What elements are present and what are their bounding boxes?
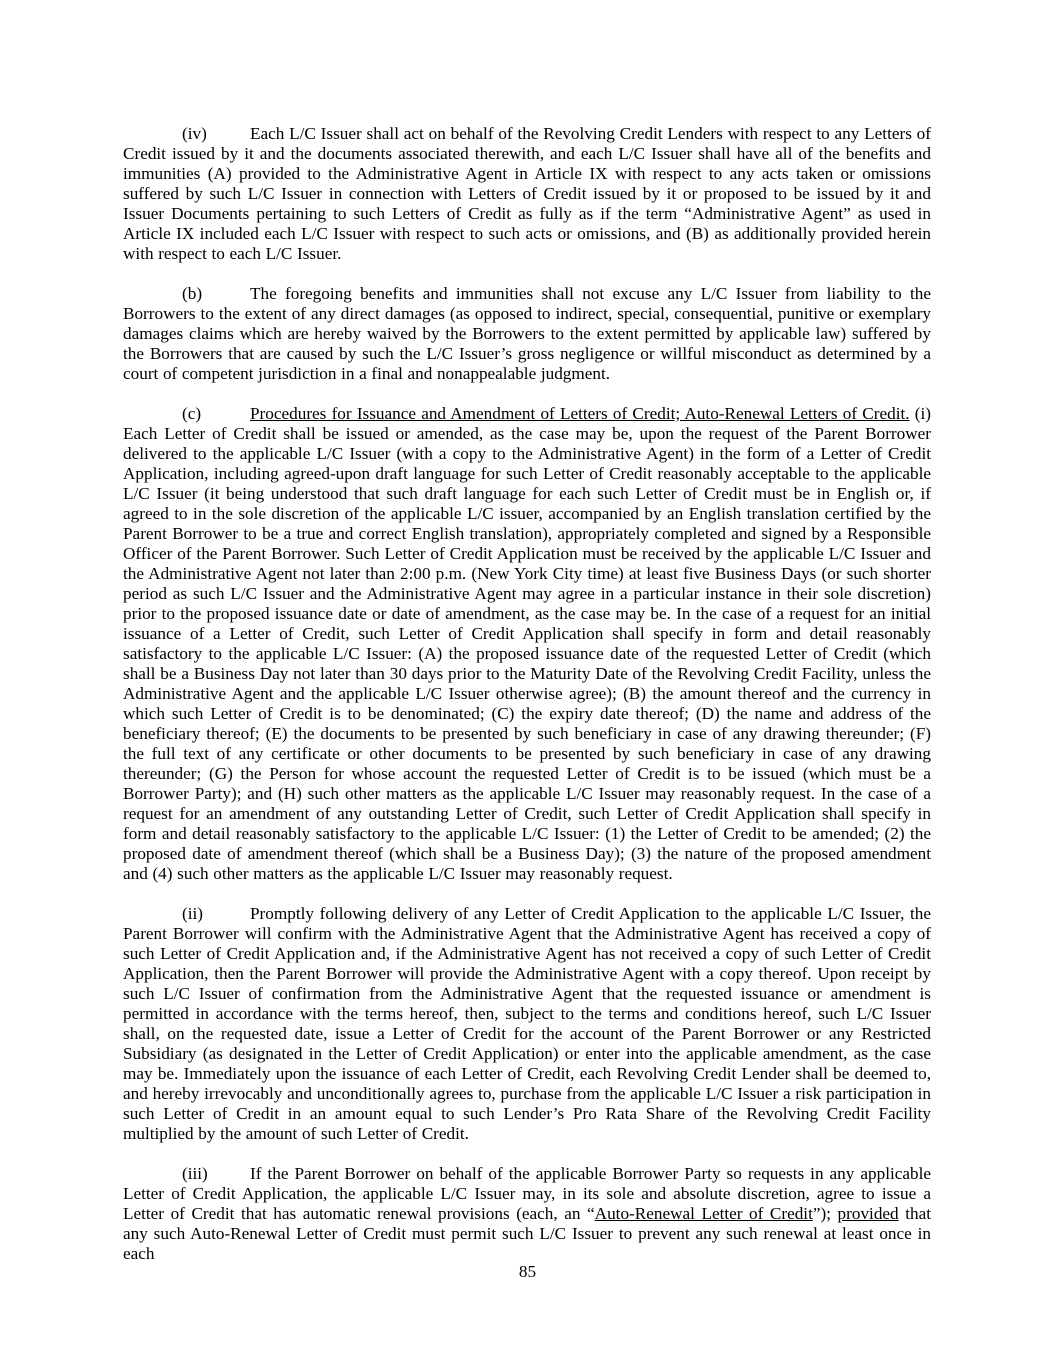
text-run: (i) Each Letter of Credit shall be issued or amended, as the case may be, upon the request of the Parent Borrower delivered to the applicable L/C Issuer (with a copy to the Administrative Agent) in the form of a Letter of Credit Application, including agreed-upon draft language for such Letter of Credit reasonably acceptable to the applicable L/C Issuer (it being understood that such draft language for each such Letter of Credit must be in English or, if agreed to in the sole discretion of the applicable L/C issuer, accompanied by an English translation certified by the Parent Borrower to be a true and correct English translation), appropriately completed and signed by a Responsible Officer of the Parent Borrower. Such Letter of Credit Application must be received by the applicable L/C Issuer and the Administrative Agent not later than 2:00 p.m. (New York City time) at least five Business Days (or such shorter period as such L/C Issuer and the Administrative Agent may agree in a particular instance in their sole discretion) prior to the proposed issuance date or date of amendment, as the case may be. In the case of a request for an initial issuance of a Letter of Credit, such Letter of Credit Application shall specify in form and detail reasonably satisfactory to the applicable L/C Issuer: (A) the proposed issuance date of the requested Letter of Credit (which shall be a Business Day not later than 30 days prior to the Maturity Date of the Revolving Credit Facility, unless the Administrative Agent and the applicable L/C Issuer otherwise agree); (B) the amount thereof and the currency in which such Letter of Credit is to be denominated; (C) the expiry date thereof; (D) the name and address of the beneficiary thereof; (E) the documents to be presented by such beneficiary in case of any drawing thereunder; (F) the full text of any certificate or other documents to be presented by such beneficiary in case of any drawing thereunder; (G) the Person for whose account the requested Letter of Credit is to be issued (which must be a Borrower Party); and (H) such other matters as the applicable L/C Issuer may reasonably request. In the case of a request for an amendment of any outstanding Letter of Credit, such Letter of Credit Application shall specify in form and detail reasonably satisfactory to the applicable L/C Issuer: (1) the Letter of Credit to be amended; (2) the proposed date of amendment thereof (which shall be a Business Day); (3) the nature of the proposed amendment and (4) such other matters as the applicable L/C Issuer may reasonably request. bbox=[123, 404, 931, 883]
paragraph-label-text: (iii) bbox=[182, 1164, 208, 1183]
text-run: Each L/C Issuer shall act on behalf of the Revolving Credit Lenders with respect to any Letters of Credit issued by it and the documents associated therewith, and each L/C Issuer shall have all of the benefits and immunities (A) provided to the Administrative Agent in Article IX with respect to any acts taken or omissions suffered by such L/C Issuer in connection with Letters of Credit issued by it or proposed to be issued by it and Issuer Documents pertaining to such Letters of Credit as fully as if the term “Administrative Agent” as used in Article IX included each L/C Issuer with respect to such acts or omissions, and (B) as additionally provided herein with respect to each L/C Issuer. bbox=[123, 124, 931, 263]
underlined-text-run: Procedures for Issuance and Amendment of Letters of Credit; Auto-Renewal Letters of Credit. bbox=[250, 404, 910, 423]
paragraph-b bbox=[123, 284, 931, 384]
paragraph-label bbox=[123, 284, 250, 304]
paragraph-iv bbox=[123, 124, 931, 264]
paragraph-c bbox=[123, 404, 931, 884]
paragraph-label-text: (ii) bbox=[182, 904, 203, 923]
underlined-text-run: provided bbox=[837, 1204, 899, 1223]
paragraph-label-text: (b) bbox=[182, 284, 203, 303]
paragraph-label bbox=[123, 124, 250, 144]
text-run: The foregoing benefits and immunities shall not excuse any L/C Issuer from liability to the Borrowers to the extent of any direct damages (as opposed to indirect, special, consequential, punitive or exemplary damages claims which are hereby waived by the Borrowers to the extent permitted by applicable law) suffered by the Borrowers that are caused by such the L/C Issuer’s gross negligence or willful misconduct as determined by a court of competent jurisdiction in a final and nonappealable judgment. bbox=[123, 284, 931, 383]
underlined-text-run: Auto-Renewal Letter of Credit bbox=[594, 1204, 813, 1223]
text-run: ”); bbox=[812, 1204, 838, 1223]
document-body bbox=[123, 124, 931, 1284]
paragraph-label bbox=[123, 904, 250, 924]
paragraph-label-text: (c) bbox=[182, 404, 202, 423]
text-run: that any such Auto-Renewal Letter of Credit must permit such L/C Issuer to prevent any such renewal at least once in each bbox=[123, 1204, 931, 1263]
paragraph-label bbox=[123, 1164, 250, 1184]
text-run: If the Parent Borrower on behalf of the applicable Borrower Party so requests in any applicable Letter of Credit Application, the applicable L/C Issuer may, in its sole and absolute discretion, agree to issue a Letter of Credit that has automatic renewal provisions (each, an “ bbox=[123, 1164, 931, 1223]
paragraph-ii bbox=[123, 904, 931, 1144]
page-number: 85 bbox=[518, 1262, 537, 1281]
paragraph-label-text: (iv) bbox=[182, 124, 207, 143]
paragraph-iii bbox=[123, 1164, 931, 1264]
text-run: Promptly following delivery of any Letter of Credit Application to the applicable L/C Issuer, the Parent Borrower will confirm with the Administrative Agent that the Administrative Agent has received a copy of such Letter of Credit Application and, if the Administrative Agent has not received a copy of such Letter of Credit Application, then the Parent Borrower will provide the Administrative Agent with a copy thereof. Upon receipt by such L/C Issuer of confirmation from the Administrative Agent that the requested issuance or amendment is permitted in accordance with the terms hereof, then, subject to the terms and conditions hereof, such L/C Issuer shall, on the requested date, issue a Letter of Credit for the account of the Parent Borrower or any Restricted Subsidiary (as designated in the Letter of Credit Application) or enter into the applicable amendment, as the case may be. Immediately upon the issuance of each Letter of Credit, each Revolving Credit Lender shall be deemed to, and hereby irrevocably and unconditionally agrees to, purchase from the applicable L/C Issuer a risk participation in such Letter of Credit in an amount equal to such Lender’s Pro Rata Share of the Revolving Credit Facility multiplied by the amount of such Letter of Credit. bbox=[123, 904, 931, 1143]
paragraph-label bbox=[123, 404, 250, 424]
